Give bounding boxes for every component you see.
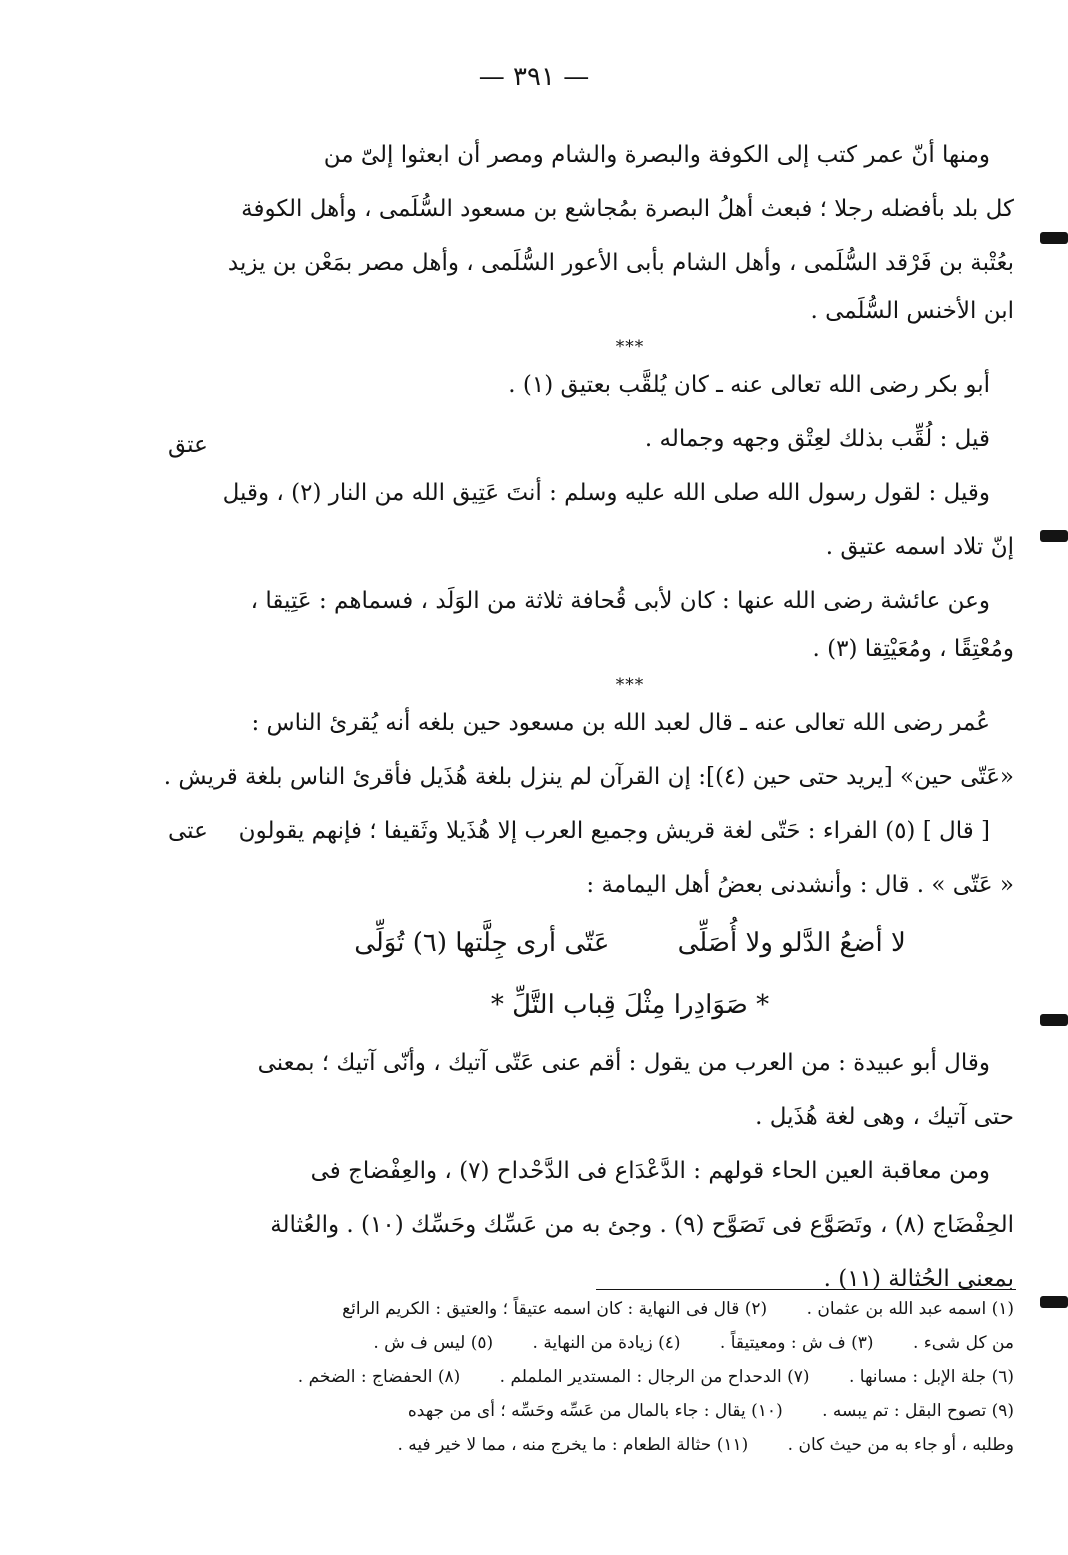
poem-verse xyxy=(246,912,1014,974)
main-text xyxy=(163,128,1014,1306)
section-separator: *** xyxy=(615,337,645,357)
binding-mark xyxy=(1040,1296,1068,1308)
text-line: ومُعْتِقًا ، ومُعَيْتِقا (٣) . xyxy=(812,636,1014,662)
section-separator: *** xyxy=(615,675,645,695)
footnote-line xyxy=(246,1326,1014,1360)
footnote: (٨) الحفضاج : الضخم . xyxy=(297,1367,461,1387)
text-line: وعن عائشة رضى الله عنها : كان لأبى قُحافة ثلاثة من الوَلَد ، فسماهم : عَتِيقا ، xyxy=(250,588,990,614)
footnote: (٤) زيادة من النهاية . xyxy=(532,1333,681,1353)
footnote: وطلبه ، أو جاء به من حيث كان . xyxy=(787,1435,1014,1455)
text-line: وقيل : لقول رسول الله صلى الله عليه وسلم : أنتَ عَتِيق الله من النار (٢) ، وقيل xyxy=(222,480,990,506)
page-number: — ٣٩١ — xyxy=(478,62,590,92)
poem-line: * صَوَادِرا مِثْلَ قِباب التَّلِّ * xyxy=(490,990,770,1020)
footnote-line xyxy=(246,1292,1014,1326)
footnote: (٩) تصوح البقل : تم يبسه . xyxy=(822,1401,1014,1421)
footnote: (٥) ليس ف ش . xyxy=(373,1333,494,1353)
footnote: (٣) ف ش : ومعيتيقاً . xyxy=(719,1333,874,1353)
text-line: ومنها أنّ عمر كتب إلى الكوفة والبصرة والشام ومصر أن ابعثوا إلىّ من xyxy=(323,142,990,168)
text-line: «عَتّى حين» [يريد حتى حين (٤)]: إن القرآن لم ينزل بلغة هُذَيل فأقرئ الناس بلغة قريش . xyxy=(163,764,1014,790)
text-line: كل بلد بأفضله رجلا ؛ فبعث أهلُ البصرة بمُجاشع بن مسعود السُّلَمى ، وأهل الكوفة xyxy=(241,196,1014,222)
text-line: [ قال ] (٥) الفراء : حَتّى لغة قريش وجميع العرب إلا هُذَيلا وثَقيفا ؛ فإنهم يقولون xyxy=(238,818,990,844)
footnotes xyxy=(246,1292,1014,1462)
second-hemistich: عَتّى أرى جِلَّتها (٦) تُوَلِّى xyxy=(354,928,610,958)
footnote: (١) اسمه عبد الله بن عثمان . xyxy=(806,1299,1014,1319)
margin-keyword: عتق xyxy=(168,432,208,458)
text-line: قيل : لُقِّب بذلك لعِتْق وجهه وجماله . xyxy=(644,426,990,452)
text-line: وقال أبو عبيدة : من العرب من يقول : أقم عنى عَتّى آتيك ، وأنّى آتيك ؛ بمعنى xyxy=(257,1050,990,1076)
text-line: عُمر رضى الله تعالى عنه ـ قال لعبد الله بن مسعود حين بلغه أنه يُقرئ الناس : xyxy=(251,710,990,736)
text-line: الحِفْضَاج (٨) ، وتَصَوَّع فى تَصَوَّح (٩) . وجئ به من عَسِّك وحَسِّك (١٠) . والعُثالة xyxy=(270,1212,1014,1238)
footnote: (٧) الدحداح من الرجال : المستدير الململم . xyxy=(499,1367,810,1387)
footnote-line xyxy=(246,1394,1014,1428)
footnote-line xyxy=(246,1428,1014,1462)
text-line: أبو بكر رضى الله تعالى عنه ـ كان يُلقَّب بعتيق (١) . xyxy=(508,372,990,398)
footnote: (١١) حثالة الطعام : ما يخرج منه ، مما لا خير فيه . xyxy=(397,1435,749,1455)
binding-mark xyxy=(1040,1014,1068,1026)
footnote: (٦) جلة الإبل : مسانها . xyxy=(848,1367,1014,1387)
text-line: حتى آتيك ، وهى لغة هُذَيل . xyxy=(755,1104,1014,1130)
text-line: بعُتْبة بن فَرْقد السُّلَمى ، وأهل الشام بأبى الأعور السُّلَمى ، وأهل مصر بمَعْن بن يزيد xyxy=(227,250,1014,276)
footnote: (٢) قال فى النهاية : كان اسمه عتيقاً ؛ والعتيق : الكريم الرائع xyxy=(342,1299,768,1319)
first-hemistich: لا أضعُ الدَّلو ولا أُصَلِّى xyxy=(677,928,906,958)
footnote-divider xyxy=(596,1289,1016,1290)
text-line: ومن معاقبة العين الحاء قولهم : الدَّعْدَاع فى الدَّحْداح (٧) ، والعِفْضاج فى xyxy=(310,1158,990,1184)
text-line: إنّ تلاد اسمه عتيق . xyxy=(825,534,1014,560)
text-line: ابن الأخنس السُّلَمى . xyxy=(810,298,1014,324)
footnote: من كل شىء . xyxy=(912,1333,1014,1353)
binding-mark xyxy=(1040,530,1068,542)
text-line: بمعنى الحُثالة (١١) . xyxy=(823,1266,1014,1292)
footnote: (١٠) يقال : جاء بالمال من عَسِّه وحَسِّه ؛ أى من جهده xyxy=(407,1401,783,1421)
binding-mark xyxy=(1040,232,1068,244)
footnote-line xyxy=(246,1360,1014,1394)
text-line: « عَتّى » . قال : وأنشدنى بعضُ أهل اليمامة : xyxy=(586,872,1014,898)
margin-keyword: عتى xyxy=(168,818,208,844)
